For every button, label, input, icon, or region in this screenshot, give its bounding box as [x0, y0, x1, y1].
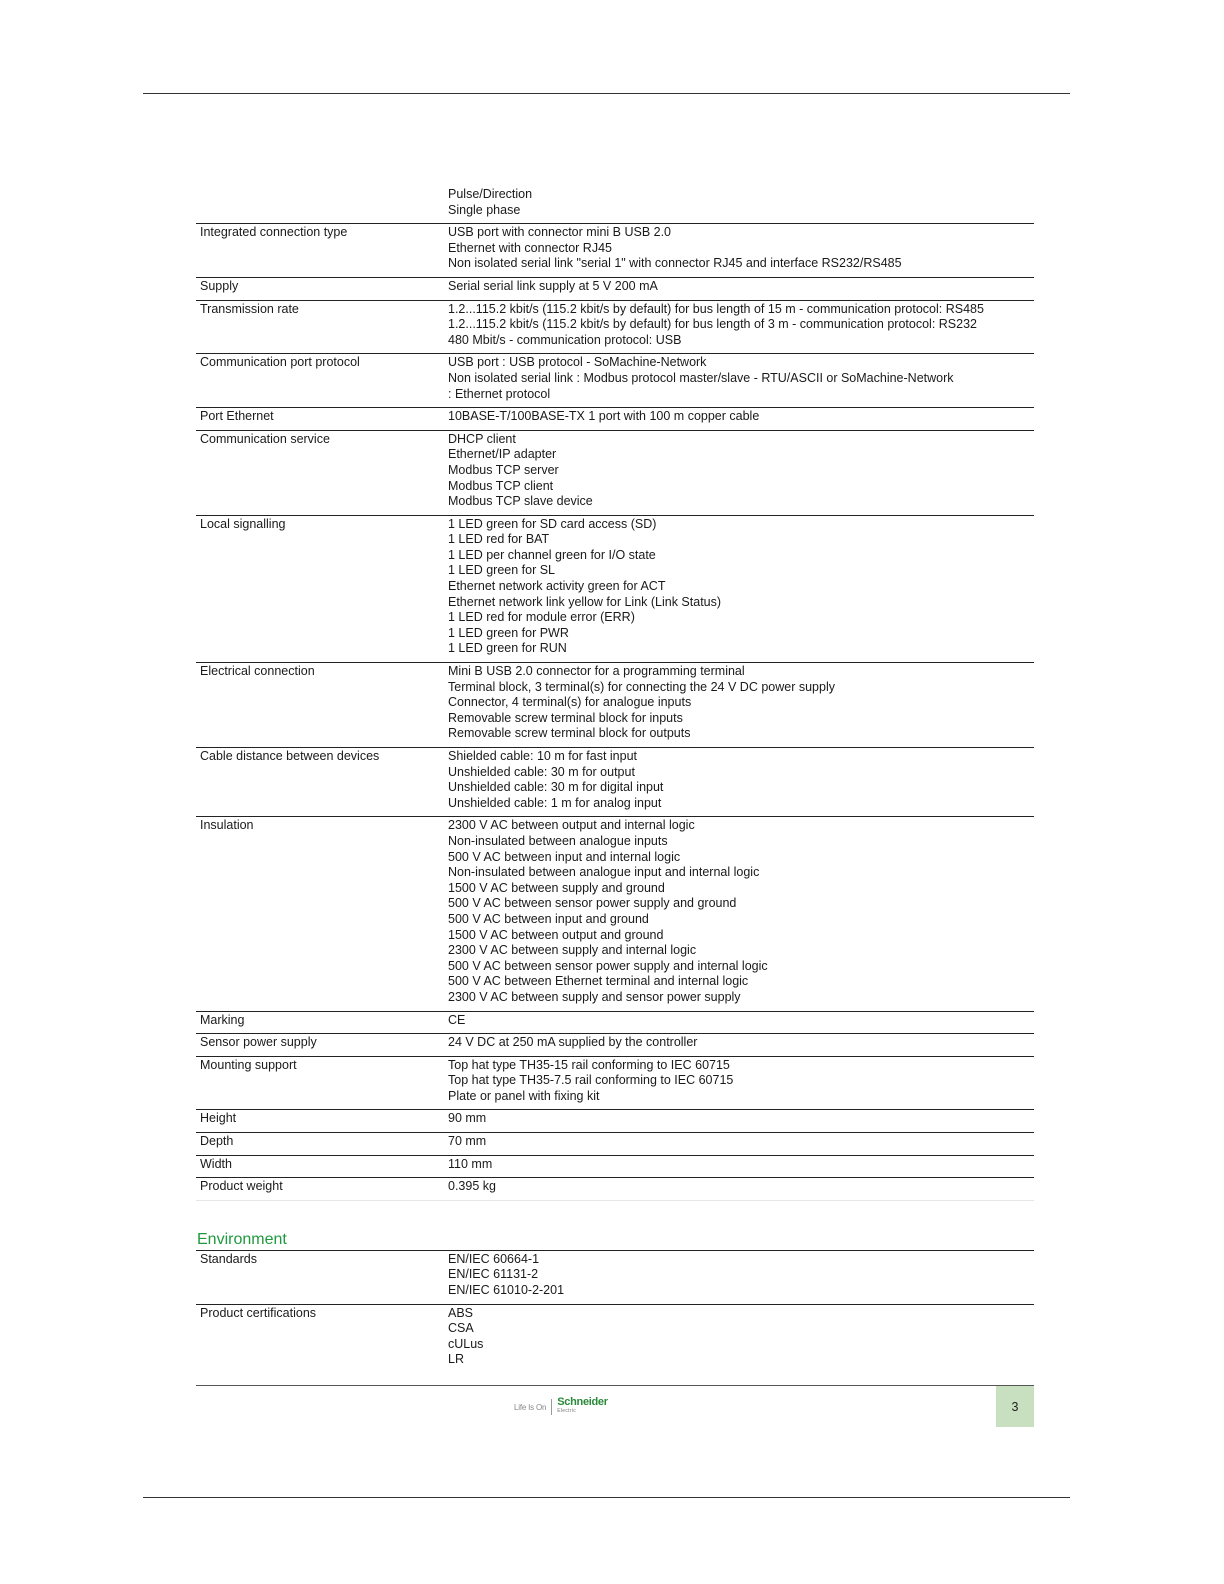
spec-value-line: 2300 V AC between supply and internal logic [448, 943, 697, 958]
spec-row [196, 1056, 1034, 1110]
spec-label [196, 187, 444, 224]
bottom-page-rule [143, 1497, 1070, 1498]
spec-label: Electrical connection [200, 664, 315, 679]
spec-value [444, 817, 1034, 1011]
spec-value-line: EN/IEC 61010-2-201 [448, 1283, 565, 1298]
page-footer [196, 1385, 1034, 1428]
spec-value [444, 1155, 1034, 1178]
spec-value-line: Shielded cable: 10 m for fast input [448, 749, 638, 763]
spec-value-line: Mini B USB 2.0 connector for a programming terminal [448, 664, 745, 679]
spec-value-line: : Ethernet protocol [448, 386, 551, 401]
spec-label: Product weight [200, 1179, 283, 1194]
spec-value-line: Ethernet with connector RJ45 [448, 240, 612, 255]
spec-value-line: Terminal block, 3 terminal(s) for connecting the 24 V DC power supply [448, 679, 835, 694]
spec-value [444, 1178, 1034, 1201]
spec-row [196, 748, 1034, 817]
spec-value [444, 515, 1034, 662]
spec-value-line: 1 LED green for SL [448, 563, 556, 578]
spec-value-line: 1500 V AC between supply and ground [448, 880, 665, 895]
spec-value [444, 1056, 1034, 1110]
spec-label: Standards [200, 1251, 257, 1266]
spec-value-line: 1 LED green for SD card access (SD) [448, 516, 657, 531]
spec-value [444, 1110, 1034, 1133]
spec-row [196, 1250, 1034, 1304]
spec-value-line: 70 mm [448, 1134, 487, 1149]
spec-row [196, 1133, 1034, 1156]
spec-value-line: 480 Mbit/s - communication protocol: USB [448, 332, 682, 347]
spec-value-line: Pulse/Direction [448, 187, 533, 201]
spec-value-line: 500 V AC between Ethernet terminal and internal logic [448, 974, 749, 989]
spec-row [196, 1304, 1034, 1373]
spec-value-line: Ethernet network link yellow for Link (Link Status) [448, 594, 722, 609]
spec-label: Integrated connection type [200, 225, 348, 240]
spec-row [196, 1034, 1034, 1057]
top-page-rule [143, 93, 1070, 94]
spec-value-line: Non-insulated between analogue input and internal logic [448, 865, 760, 880]
spec-value-line: EN/IEC 60664-1 [448, 1251, 540, 1266]
spec-row [196, 187, 1034, 224]
spec-value-line: Removable screw terminal block for outputs [448, 726, 691, 741]
spec-value-line: Top hat type TH35-15 rail conforming to IEC 60715 [448, 1057, 730, 1072]
spec-value-line: USB port with connector mini B USB 2.0 [448, 225, 672, 240]
spec-value-line: 10BASE-T/100BASE-TX 1 port with 100 m copper cable [448, 409, 760, 424]
spec-row [196, 1155, 1034, 1178]
spec-label: Communication service [200, 431, 330, 446]
spec-value [444, 408, 1034, 431]
spec-label: Communication port protocol [200, 355, 360, 370]
spec-value-line: CSA [448, 1321, 474, 1336]
spec-value-line: 1.2...115.2 kbit/s (115.2 kbit/s by default) for bus length of 3 m - communication protocol: RS232 [448, 317, 977, 332]
spec-value [444, 1034, 1034, 1057]
spec-value [444, 663, 1034, 748]
spec-value-line: 500 V AC between sensor power supply and ground [448, 896, 737, 911]
spec-row [196, 663, 1034, 748]
spec-value-line: Non-insulated between analogue inputs [448, 833, 668, 848]
spec-value-line: Serial serial link supply at 5 V 200 mA [448, 278, 658, 293]
spec-value [444, 1250, 1034, 1304]
logo-tagline: Life Is On [514, 1402, 547, 1412]
spec-label: Supply [200, 278, 239, 293]
spec-value-line: 1 LED green for RUN [448, 641, 567, 656]
spec-value-line: Top hat type TH35-7.5 rail conforming to IEC 60715 [448, 1073, 734, 1088]
spec-value-line: Ethernet/IP adapter [448, 447, 557, 462]
spec-label: Local signalling [200, 516, 286, 531]
spec-row [196, 515, 1034, 662]
datasheet-content [196, 187, 1034, 1373]
logo-brand-name: Schneider [557, 1396, 608, 1408]
spec-label: Marking [200, 1012, 245, 1027]
spec-value-line: Plate or panel with fixing kit [448, 1088, 600, 1103]
spec-value-line: 0.395 kg [448, 1179, 496, 1194]
spec-value-line: 500 V AC between input and ground [448, 911, 649, 926]
logo-divider [551, 1399, 552, 1415]
spec-value-line: Modbus TCP server [448, 462, 559, 477]
spec-value-line: 500 V AC between sensor power supply and internal logic [448, 958, 768, 973]
spec-value-line: Single phase [448, 202, 521, 217]
logo-brand-sub: Electric [557, 1408, 577, 1414]
spec-value-line: Unshielded cable: 30 m for output [448, 764, 635, 779]
spec-value-line: Non isolated serial link : Modbus protocol master/slave - RTU/ASCII or SoMachine-Network [448, 370, 954, 385]
spec-label: Depth [200, 1134, 234, 1149]
spec-value-line: USB port : USB protocol - SoMachine-Network [448, 355, 707, 370]
spec-value-line: 2300 V AC between supply and sensor power supply [448, 989, 741, 1004]
spec-row [196, 1178, 1034, 1201]
spec-value [444, 430, 1034, 515]
spec-value-line: 1 LED red for module error (ERR) [448, 610, 635, 625]
spec-value-line: 90 mm [448, 1111, 487, 1126]
spec-label: Product certifications [200, 1305, 317, 1320]
spec-label: Width [200, 1156, 232, 1171]
spec-row [196, 817, 1034, 1011]
spec-label: Height [200, 1111, 237, 1126]
spec-value-line: 2300 V AC between output and internal logic [448, 818, 695, 833]
spec-value-line: Unshielded cable: 1 m for analog input [448, 795, 662, 810]
spec-value-line: Non isolated serial link "serial 1" with connector RJ45 and interface RS232/RS485 [448, 256, 902, 271]
logo-brand [557, 1398, 608, 1416]
page-number: 3 [996, 1386, 1034, 1427]
spec-value [444, 1304, 1034, 1373]
schneider-logo [514, 1398, 608, 1416]
spec-label: Mounting support [200, 1057, 297, 1072]
spec-value-line: Modbus TCP client [448, 478, 554, 493]
spec-value [444, 1011, 1034, 1034]
spec-label: Port Ethernet [200, 409, 274, 424]
spec-row [196, 224, 1034, 278]
spec-row [196, 1110, 1034, 1133]
spec-value [444, 748, 1034, 817]
spec-value-line: 1 LED per channel green for I/O state [448, 547, 656, 562]
spec-value [444, 187, 1034, 224]
spec-value-line: ABS [448, 1305, 474, 1320]
spec-value-line: cULus [448, 1336, 484, 1351]
spec-label: Cable distance between devices [200, 749, 380, 763]
spec-value [444, 224, 1034, 278]
spec-value [444, 300, 1034, 354]
spec-value [444, 354, 1034, 408]
spec-value-line: 1 LED red for BAT [448, 532, 550, 547]
spec-value [444, 277, 1034, 300]
environment-section-title: Environment [197, 1230, 287, 1248]
spec-value-line: Ethernet network activity green for ACT [448, 579, 666, 594]
spec-value-line: Removable screw terminal block for inputs [448, 710, 683, 725]
spec-row [196, 277, 1034, 300]
spec-label: Insulation [200, 818, 254, 833]
spec-value-line: 500 V AC between input and internal logic [448, 849, 681, 864]
spec-value-line: EN/IEC 61131-2 [448, 1267, 539, 1282]
spec-table [196, 187, 1034, 1201]
spec-value-line: Unshielded cable: 30 m for digital input [448, 780, 664, 795]
spec-value-line: 24 V DC at 250 mA supplied by the controller [448, 1035, 698, 1050]
spec-row [196, 354, 1034, 408]
spec-label: Sensor power supply [200, 1035, 317, 1050]
spec-value-line: Connector, 4 terminal(s) for analogue inputs [448, 695, 692, 710]
spec-label: Transmission rate [200, 301, 299, 316]
spec-row [196, 1011, 1034, 1034]
spec-value [444, 1133, 1034, 1156]
spec-row [196, 430, 1034, 515]
spec-value-line: 1500 V AC between output and ground [448, 927, 664, 942]
spec-value-line: CE [448, 1012, 466, 1027]
spec-value-line: 1.2...115.2 kbit/s (115.2 kbit/s by default) for bus length of 15 m - communication protocol: RS485 [448, 301, 984, 316]
environment-table [196, 1250, 1034, 1373]
spec-row [196, 300, 1034, 354]
spec-row [196, 408, 1034, 431]
spec-value-line: DHCP client [448, 431, 516, 446]
spec-value-line: Modbus TCP slave device [448, 494, 593, 509]
spec-value-line: 1 LED green for PWR [448, 625, 569, 640]
spec-value-line: LR [448, 1352, 464, 1367]
spec-value-line: 110 mm [448, 1156, 493, 1171]
